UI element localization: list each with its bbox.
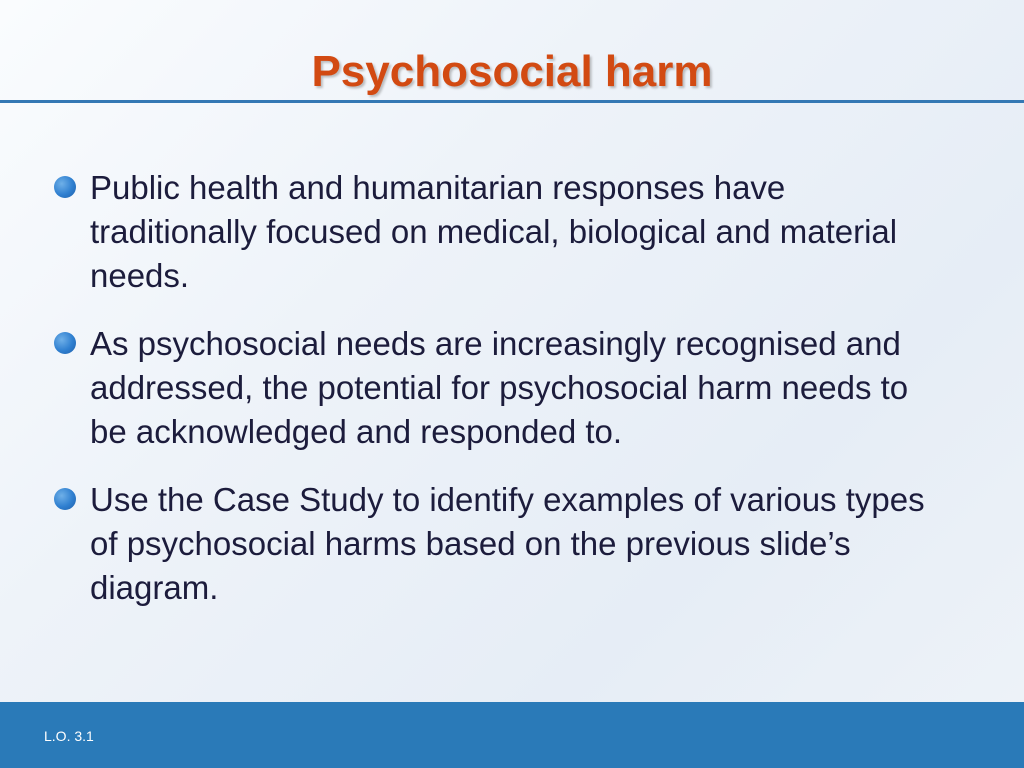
page-title: Psychosocial harm xyxy=(311,47,713,96)
bullet-text: As psychosocial needs are increasingly recognised and addressed, the potential for psychosocial harm needs to be acknowledged and responded to. xyxy=(90,325,909,450)
list-item xyxy=(52,478,952,610)
bullet-dot-icon xyxy=(54,332,76,354)
list-item xyxy=(52,322,952,454)
bullet-list xyxy=(52,166,952,634)
bullet-dot-icon xyxy=(54,176,76,198)
footer-bar xyxy=(0,702,1024,768)
learning-objective-label: L.O. 3.1 xyxy=(44,728,94,744)
bullet-dot-icon xyxy=(54,488,76,510)
title-divider xyxy=(0,100,1024,103)
list-item xyxy=(52,166,952,298)
bullet-text: Public health and humanitarian responses have traditionally focused on medical, biological and material needs. xyxy=(90,169,898,294)
bullet-text: Use the Case Study to identify examples of various types of psychosocial harms based on the previous slide’s diagram. xyxy=(90,481,925,606)
